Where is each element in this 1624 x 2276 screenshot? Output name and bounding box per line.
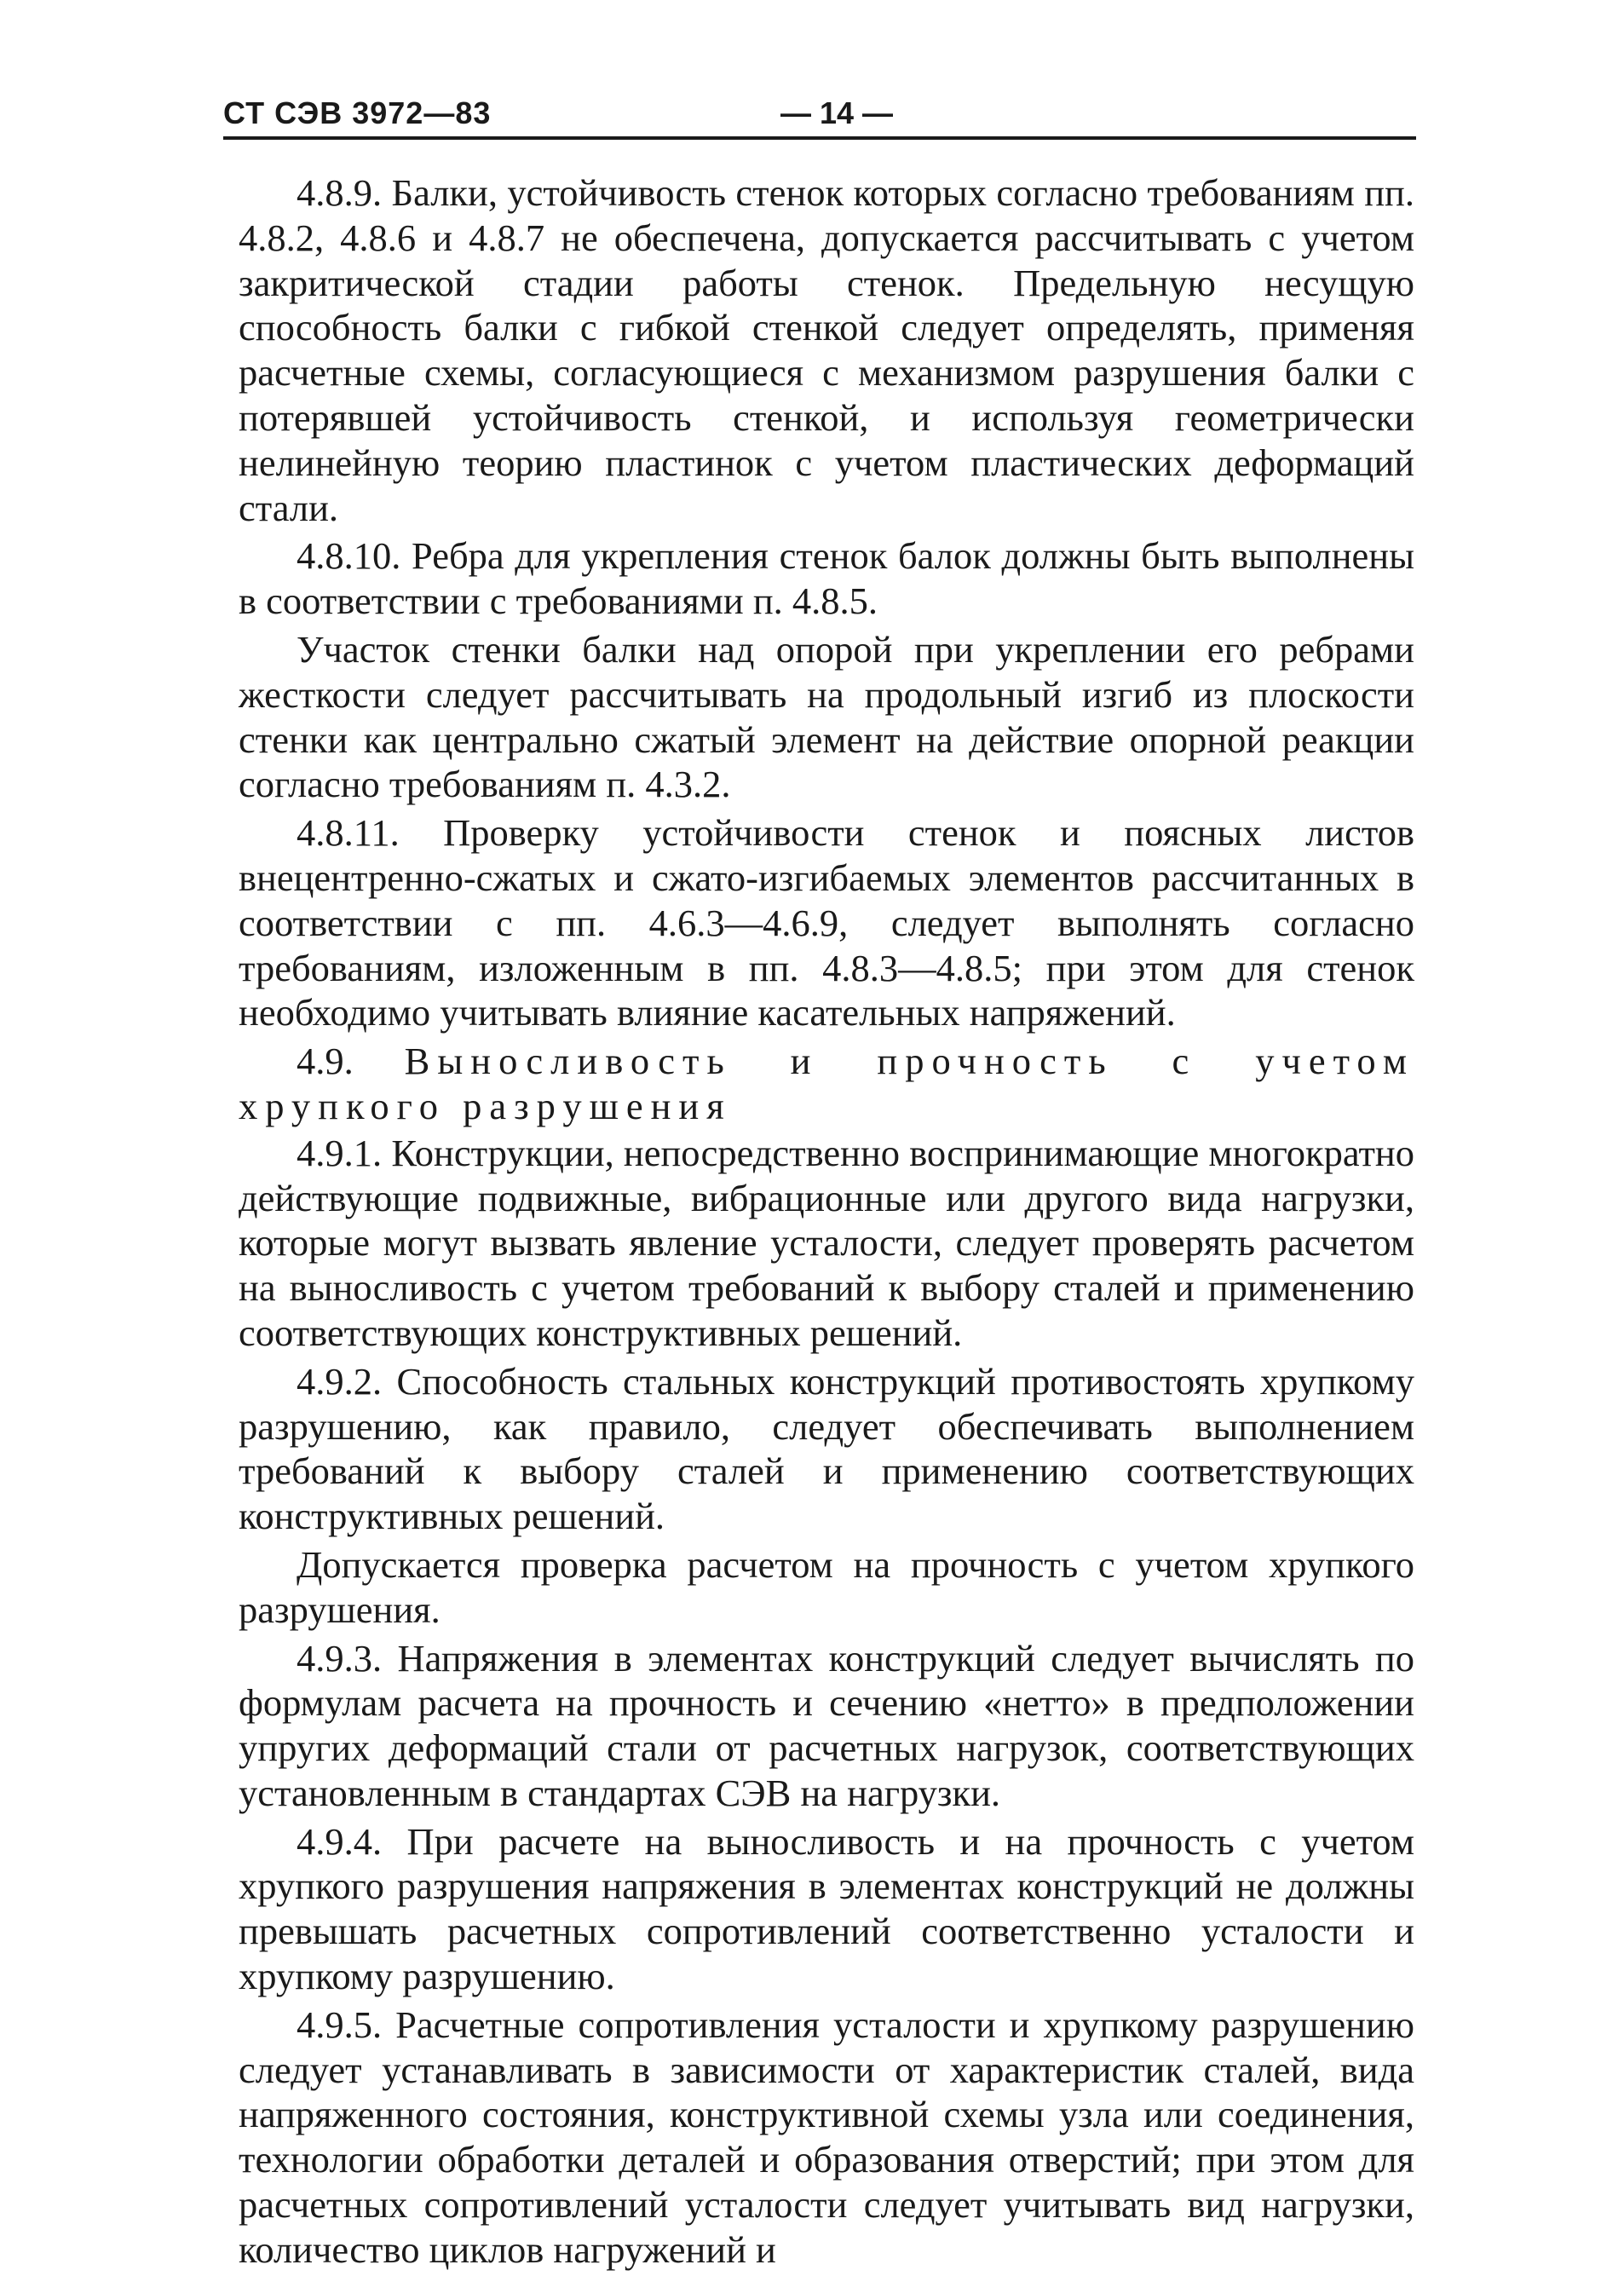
section-number: 4.9. (297, 1040, 354, 1083)
paragraph-4-8-10: 4.8.10. Ребра для укрепления стенок балок должны быть выполнены в соответствии с требованиями п. 4.8.5. (239, 534, 1414, 623)
section-title: Выносливость и прочность с учетом хрупкого разрушения (239, 1040, 1414, 1127)
document-body (239, 170, 1414, 2276)
header-rule (223, 136, 1416, 140)
paragraph-4-9-5: 4.9.5. Расчетные сопротивления усталости и хрупкому разрушению следует устанавливать в зависимости от характеристик сталей, вида напряженного состояния, конструктивной схемы узла или соединения, технологии обработки деталей и образования отверстий; при этом для расчетных сопротивлений усталости следует учитывать вид нагрузки, количество циклов нагружений и (239, 2002, 1414, 2271)
paragraph-brittle-check: Допускается проверка расчетом на прочность с учетом хрупкого разрушения. (239, 1542, 1414, 1631)
page-number: — 14 — (780, 95, 894, 130)
standard-code: СТ СЭВ 3972—83 (223, 95, 492, 130)
paragraph-4-9-2: 4.9.2. Способность стальных конструкций противостоять хрупкому разрушению, как правило, следует обеспечивать выполнением требований к выбору сталей и применению соответствующих конструктивных решений. (239, 1359, 1414, 1538)
paragraph-4-9-1: 4.9.1. Конструкции, непосредственно воспринимающие многократно действующие подвижные, вибрационные или другого вида нагрузки, которые могут вызвать явление усталости, следует проверять расчетом на выносливость с учетом требований к выбору сталей и применению соответствующих конструктивных решений. (239, 1131, 1414, 1354)
paragraph-support-stiffener: Участок стенки балки над опорой при укреплении его ребрами жесткости следует рассчитывать на продольный изгиб из плоскости стенки как центрально сжатый элемент на действие опорной реакции согласно требованиям п. 4.3.2. (239, 627, 1414, 806)
section-heading-4-9 (239, 1039, 1414, 1129)
paragraph-4-9-3: 4.9.3. Напряжения в элементах конструкций следует вычислять по формулам расчета на прочность и сечению «нетто» в предположении упругих деформаций стали от расчетных нагрузок, соответствующих установленным в стандартах СЭВ на нагрузки. (239, 1636, 1414, 1814)
paragraph-4-8-11: 4.8.11. Проверку устойчивости стенок и поясных листов внецентренно-сжатых и сжато-изгибаемых элементов рассчитанных в соответствии с пп. 4.6.3—4.6.9, следует выполнять согласно требованиям, изложенным в пп. 4.8.3—4.8.5; при этом для стенок необходимо учитывать влияние касательных напряжений. (239, 811, 1414, 1034)
paragraph-4-8-9: 4.8.9. Балки, устойчивость стенок которых согласно требованиям пп. 4.8.2, 4.8.6 и 4.8.7 не обеспечена, допускается рассчитывать с учетом закритической стадии работы стенок. Предельную несущую способность балки с гибкой стенкой следует определять, применяя расчетные схемы, согласующиеся с механизмом разрушения балки с потерявшей устойчивость стенкой, и используя геометрически нелинейную теорию пластинок с учетом пластических деформаций стали. (239, 171, 1414, 529)
paragraph-4-9-4: 4.9.4. При расчете на выносливость и на прочность с учетом хрупкого разрушения напряжения в элементах конструкций не должны превышать расчетных сопротивлений соответственно усталости и хрупкому разрушению. (239, 1819, 1414, 1998)
